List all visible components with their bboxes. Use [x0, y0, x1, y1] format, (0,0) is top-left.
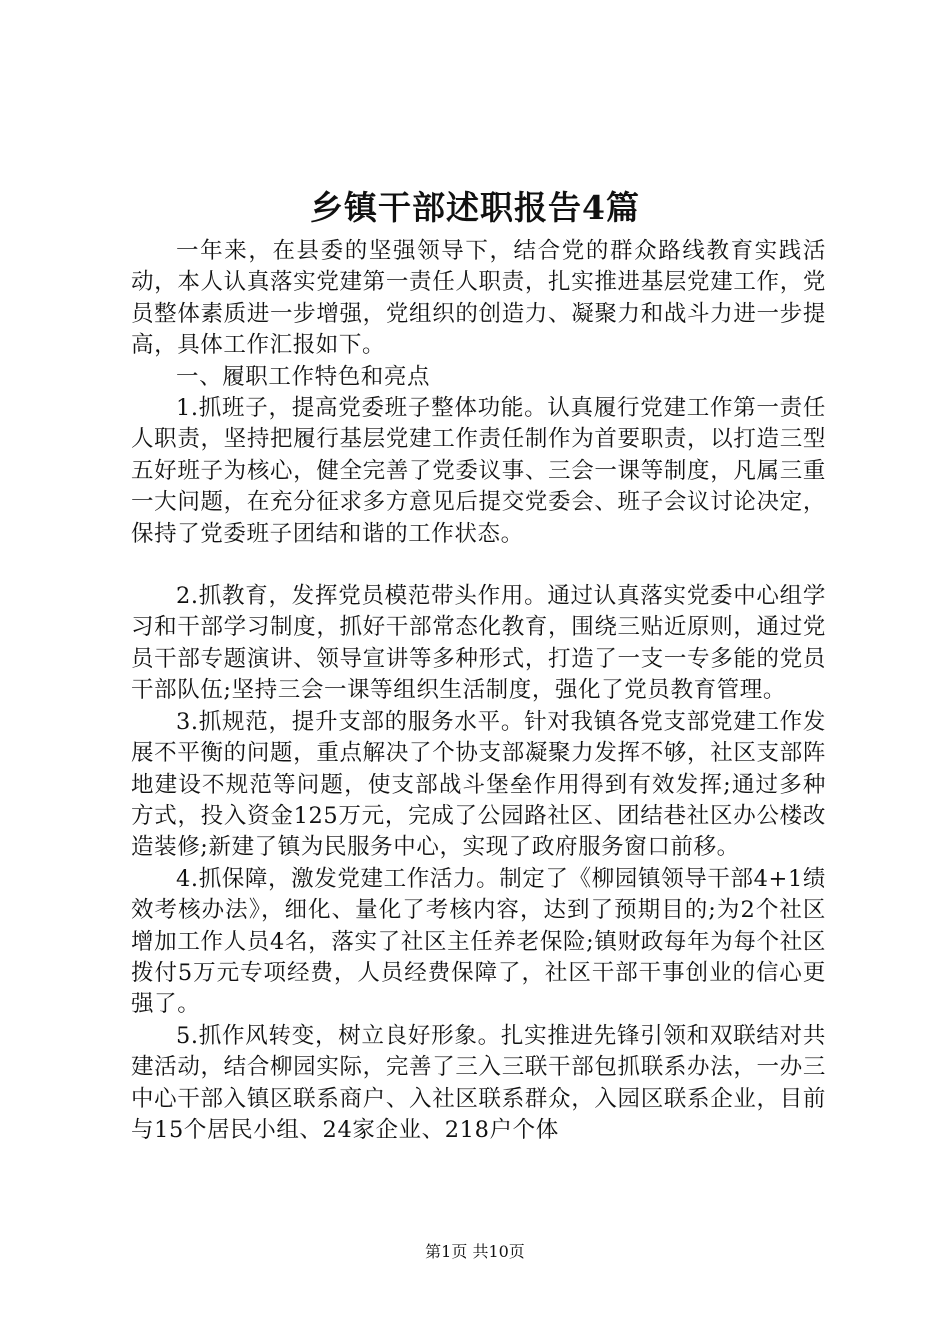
paragraph-item-1: 1.抓班子，提高党委班子整体功能。认真履行党建工作第一责任人职责，坚持把履行基层党建工作责任制作为首要职责，以打造三型五好班子为核心，健全完善了党委议事、三会一课等制度，凡属三重一大问题，在充分征求多方意见后提交党委会、班子会议讨论决定，保持了党委班子团结和谐的工作状态。 — [131, 395, 826, 547]
paragraph-item-3: 3.抓规范，提升支部的服务水平。针对我镇各党支部党建工作发展不平衡的问题，重点解决了个协支部凝聚力发挥不够，社区支部阵地建设不规范等问题，使支部战斗堡垒作用得到有效发挥;通过多种方式，投入资金125万元，完成了公园路社区、团结巷社区办公楼改造装修;新建了镇为民服务中心，实现了政府服务窗口前移。 — [131, 708, 826, 861]
paragraph-item-5: 5.抓作风转变，树立良好形象。扎实推进先锋引领和双联结对共建活动，结合柳园实际，完善了三入三联干部包抓联系办法，一办三中心干部入镇区联系商户、入社区联系群众，入园区联系企业，目前与15个居民小组、24家企业、218户个体 — [131, 1022, 826, 1143]
document-body — [131, 236, 826, 1146]
page-number-footer: 第1页 共10页 — [425, 1242, 525, 1261]
document-title: 乡镇干部述职报告4篇 — [310, 188, 640, 227]
paragraph-intro: 一年来，在县委的坚强领导下，结合党的群众路线教育实践活动，本人认真落实党建第一责任人职责，扎实推进基层党建工作，党员整体素质进一步增强，党组织的创造力、凝聚力和战斗力进一步提高，具体工作汇报如下。 — [131, 238, 826, 359]
paragraph-item-2: 2.抓教育，发挥党员模范带头作用。通过认真落实党委中心组学习和干部学习制度，抓好干部常态化教育，围绕三贴近原则，通过党员干部专题演讲、领导宣讲等多种形式，打造了一支一专多能的党员干部队伍;坚持三会一课等组织生活制度，强化了党员教育管理。 — [131, 583, 826, 704]
section-heading: 一、履职工作特色和亮点 — [176, 363, 431, 390]
paragraph-item-4: 4.抓保障，激发党建工作活力。制定了《柳园镇领导干部4+1绩效考核办法》，细化、量化了考核内容，达到了预期目的;为2个社区增加工作人员4名，落实了社区主任养老保险;镇财政每年为每个社区拨付5万元专项经费，人员经费保障了，社区干部干事创业的信心更强了。 — [131, 865, 826, 1018]
